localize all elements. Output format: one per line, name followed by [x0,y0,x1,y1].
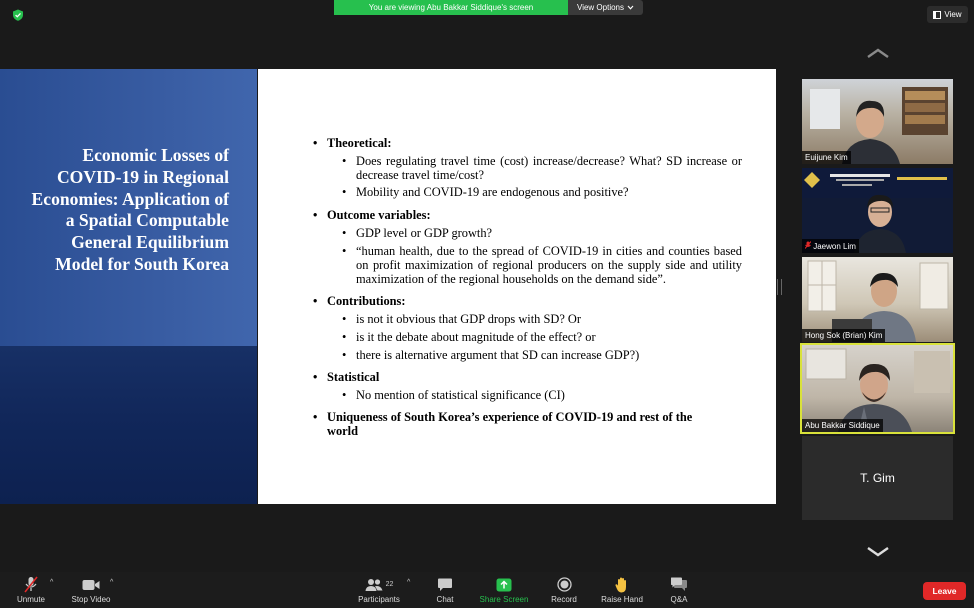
microphone-muted-icon [805,241,811,249]
audio-options-caret[interactable]: ^ [50,579,54,586]
qa-button[interactable] [664,576,694,604]
sub-bullet: • is not it obvious that GDP drops with SD? Or [342,312,581,326]
participants-options-caret[interactable]: ^ [407,579,411,586]
slide-content [258,69,776,504]
participant-name: T. Gim [860,471,895,485]
viewing-screen-text: You are viewing Abu Bakkar Siddique's screen [334,0,568,15]
slide-title-panel [0,69,257,504]
bullet-contributions: • Contributions: [313,294,406,308]
participant-video-tile-active-speaker[interactable] [802,345,953,432]
record-icon [557,577,572,592]
resize-handle[interactable] [777,279,782,295]
participant-name-muted: Jaewon Lim [802,239,859,253]
view-label: View [944,10,962,19]
participant-video-tile[interactable] [802,168,953,253]
bullet-theoretical: • Theoretical: [313,136,392,150]
share-screen-label: Share Screen [479,595,529,604]
sub-bullet: • Mobility and COVID-19 are endogenous and positive? [342,185,629,199]
share-screen-arrow-icon [496,578,512,592]
participant-count: 22 [385,581,394,588]
raised-hand-icon [615,577,629,593]
microphone-muted-icon [23,576,39,593]
record-label: Record [551,595,577,604]
participant-name: Abu Bakkar Siddique [802,419,883,432]
bullet-statistical: • Statistical [313,370,380,384]
chat-label: Chat [436,595,454,604]
sub-bullet: • No mention of statistical significance (CI) [342,388,565,402]
stop-video-button[interactable] [68,576,114,604]
bullet-outcome-variables: • Outcome variables: [313,208,431,222]
participants-icon [365,578,383,592]
view-options-label: View Options [577,3,624,12]
bullet-uniqueness: • Uniqueness of South Korea’s experience of COVID-19 and rest of the world [313,410,693,438]
raise-hand-button[interactable] [598,576,646,604]
security-shield-icon[interactable] [12,9,24,21]
video-options-caret[interactable]: ^ [110,579,114,586]
chat-button[interactable] [430,576,460,604]
slide-title: Economic Losses of COVID-19 in Regional Economies: Application of a Spatial Computable General Equilibrium Model for South Korea [31,145,229,274]
grid-view-icon [933,11,941,19]
leave-button[interactable]: Leave [923,582,966,600]
chevron-down-icon [627,5,634,10]
participant-tile-video-off[interactable] [802,436,953,520]
qa-label: Q&A [670,595,688,604]
sub-bullet: • there is alternative argument that SD can increase GDP?) [342,348,640,362]
raise-hand-label: Raise Hand [601,595,643,604]
sub-bullet: • GDP level or GDP growth? [342,226,493,240]
participant-name: Hong Sok (Brian) Kim [802,329,885,342]
share-screen-button[interactable] [476,576,532,604]
sub-bullet: • “human health, due to the spread of COVID-19 in cities and counties based on profit maximization of regional producers on the supply side and utility maximization of the regional households on the demand side”. [342,244,742,286]
participants-button[interactable] [352,576,406,604]
scroll-down-chevron-icon[interactable] [866,546,890,558]
chat-bubble-icon [437,578,453,592]
unmute-button[interactable] [14,576,48,604]
unmute-label: Unmute [16,595,45,604]
participant-name: Euijune Kim [802,151,851,164]
scroll-up-chevron-icon[interactable] [866,47,890,59]
stop-video-label: Stop Video [71,595,111,604]
sub-bullet: • is it the debate about magnitude of the effect? or [342,330,596,344]
video-camera-icon [82,579,100,591]
view-button[interactable] [927,6,968,23]
view-options-button[interactable] [568,0,643,15]
screen-share-banner [334,0,643,15]
participants-label: Participants [358,595,400,604]
qa-bubbles-icon [670,577,688,592]
record-button[interactable] [548,576,580,604]
participant-video-tile[interactable] [802,79,953,164]
participant-video-tile[interactable] [802,257,953,342]
sub-bullet: • Does regulating travel time (cost) increase/decrease? What? SD increase or decrease travel time/cost? [342,154,742,182]
